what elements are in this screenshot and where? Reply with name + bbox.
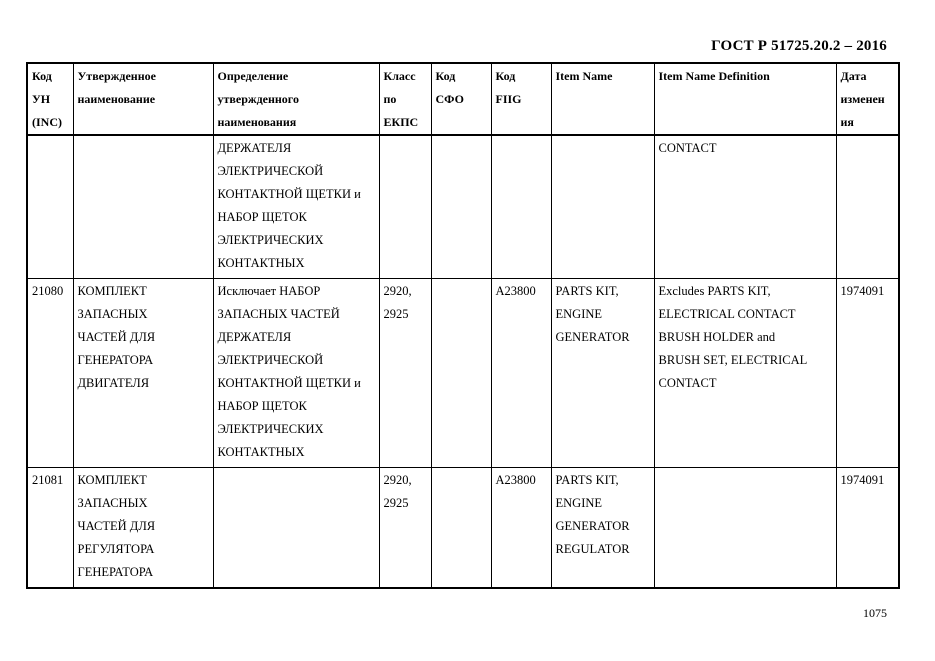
cell-item-name-definition [654,279,836,468]
cell-text-line: Определение [217,69,289,83]
cell-text-line: Excludes PARTS KIT, [658,284,771,298]
cell-change-date [836,135,899,279]
cell-inc-code [27,279,73,468]
cell-text-line: КОМПЛЕКТ [77,284,147,298]
cell-text-line: 2920, [383,473,412,487]
cell-text-line: наименования [217,115,297,129]
cell-text-line: ЭЛЕКТРИЧЕСКОЙ [217,353,324,367]
header-change-date [836,63,899,135]
cell-item-name-definition [654,135,836,279]
cell-text-line: КОНТАКТНЫХ [217,445,305,459]
cell-text-line: PARTS KIT, [555,284,619,298]
cell-text-line: (INC) [32,115,62,129]
cell-text-line: GENERATOR [555,519,630,533]
header-ekps-class [379,63,431,135]
cell-text-line: BRUSH SET, ELECTRICAL [658,353,808,367]
cell-text-line: Item Name Definition [658,69,770,83]
cell-change-date [836,468,899,589]
cell-text-line: по [383,92,397,106]
cell-ekps-class [379,468,431,589]
cell-text-line: ЗАПАСНЫХ [77,496,148,510]
cell-text-line: ELECTRICAL CONTACT [658,307,796,321]
header-name-definition-ru [213,63,379,135]
cell-text-line: изменен [840,92,885,106]
cell-text-line: 2920, [383,284,412,298]
header-inc-code [27,63,73,135]
cell-inc-code [27,135,73,279]
cell-text-line: 2925 [383,496,409,510]
cell-ekps-class [379,279,431,468]
cell-ekps-class [379,135,431,279]
cell-item-name [551,468,654,589]
cell-text-line: КОНТАКТНЫХ [217,256,305,270]
document-standard-number: ГОСТ Р 51725.20.2 – 2016 [711,38,887,54]
cell-sfo-code [431,279,491,468]
cell-text-line: PARTS KIT, [555,473,619,487]
cell-text-line: 1974091 [840,473,885,487]
cell-text-line: CONTACT [658,376,717,390]
cell-text-line: НАБОР ЩЕТОК [217,399,307,413]
table-row [27,135,899,279]
cell-text-line: Класс [383,69,416,83]
cell-text-line: НАБОР ЩЕТОК [217,210,307,224]
cell-fiig-code [491,135,551,279]
cell-name-definition-ru [213,468,379,589]
table-row [27,279,899,468]
cell-text-line: ГЕНЕРАТОРА [77,565,154,579]
cell-name-definition-ru [213,135,379,279]
cell-text-line: КОНТАКТНОЙ ЩЕТКИ и [217,187,361,201]
cell-text-line: CONTACT [658,141,717,155]
cell-fiig-code [491,279,551,468]
cell-approved-name [73,279,213,468]
cell-text-line: Item Name [555,69,613,83]
cell-text-line: КОНТАКТНОЙ ЩЕТКИ и [217,376,361,390]
cell-text-line: 21080 [32,284,64,298]
cell-text-line: Код [495,69,516,83]
cell-item-name-definition [654,468,836,589]
cell-text-line: ЧАСТЕЙ ДЛЯ [77,330,156,344]
cell-sfo-code [431,135,491,279]
cell-text-line: 21081 [32,473,64,487]
cell-text-line: Код [435,69,456,83]
header-sfo-code [431,63,491,135]
classification-table [26,62,900,589]
cell-text-line: A23800 [495,284,536,298]
cell-text-line: УН [32,92,51,106]
cell-text-line: наименование [77,92,156,106]
cell-item-name [551,135,654,279]
cell-text-line: ENGINE [555,307,603,321]
cell-text-line: СФО [435,92,464,106]
cell-text-line: BRUSH HOLDER and [658,330,776,344]
cell-text-line: утвержденного [217,92,299,106]
cell-text-line: GENERATOR [555,330,630,344]
cell-fiig-code [491,468,551,589]
cell-text-line: ЭЛЕКТРИЧЕСКИХ [217,422,324,436]
header-item-name [551,63,654,135]
cell-text-line: ЧАСТЕЙ ДЛЯ [77,519,156,533]
header-approved-name [73,63,213,135]
cell-change-date [836,279,899,468]
cell-text-line: ENGINE [555,496,603,510]
cell-approved-name [73,135,213,279]
cell-text-line: КОМПЛЕКТ [77,473,147,487]
cell-name-definition-ru [213,279,379,468]
header-fiig-code [491,63,551,135]
table-header-row [27,63,899,135]
cell-text-line: ЗАПАСНЫХ ЧАСТЕЙ [217,307,340,321]
cell-text-line: ЗАПАСНЫХ [77,307,148,321]
cell-text-line: REGULATOR [555,542,630,556]
cell-text-line: РЕГУЛЯТОРА [77,542,155,556]
table-row [27,468,899,589]
cell-text-line: Утвержденное [77,69,156,83]
cell-text-line: Исключает НАБОР [217,284,321,298]
cell-text-line: ДЕРЖАТЕЛЯ [217,330,292,344]
cell-text-line: Дата [840,69,867,83]
cell-item-name [551,279,654,468]
cell-text-line: ЭЛЕКТРИЧЕСКОЙ [217,164,324,178]
cell-text-line: Код [32,69,52,83]
cell-text-line: ДЕРЖАТЕЛЯ [217,141,292,155]
cell-inc-code [27,468,73,589]
cell-approved-name [73,468,213,589]
cell-text-line: ЕКПС [383,115,419,129]
page-number: 1075 [863,606,887,620]
cell-text-line: ЭЛЕКТРИЧЕСКИХ [217,233,324,247]
cell-text-line: ДВИГАТЕЛЯ [77,376,150,390]
cell-text-line: A23800 [495,473,536,487]
cell-text-line: 1974091 [840,284,885,298]
cell-text-line: ГЕНЕРАТОРА [77,353,154,367]
cell-text-line: 2925 [383,307,409,321]
cell-text-line: ия [840,115,854,129]
cell-sfo-code [431,468,491,589]
header-item-name-definition [654,63,836,135]
cell-text-line: FIIG [495,92,522,106]
